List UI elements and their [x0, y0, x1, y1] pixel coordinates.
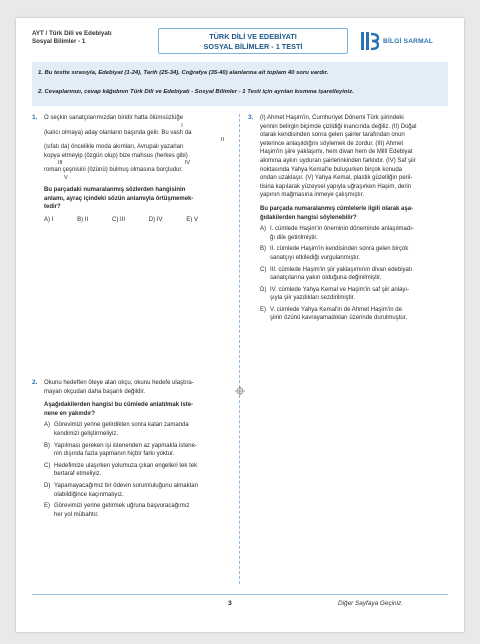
- q1-line-5: roman çeşnisini (özünü) bulmuş olmasına borçludur.: [44, 167, 183, 174]
- left-column: [32, 114, 228, 518]
- q1-option-c[interactable]: C) III: [111, 216, 125, 223]
- publisher-logo: [358, 30, 448, 52]
- option-text-1: Yapılması gereken işi istenenden az yapmakla istene-: [54, 442, 197, 449]
- page-header: [32, 28, 448, 58]
- registration-mark-icon: [235, 386, 245, 396]
- q1-option-d[interactable]: D) IV: [148, 216, 163, 223]
- next-page-note: Diğer Sayfaya Geçiniz.: [338, 600, 403, 607]
- option-key: A): [44, 422, 50, 429]
- q2-stem-1: Aşağıdakilerden hangisi bu cümlede anlatılmak iste-: [44, 402, 194, 409]
- option-text-2: olabildiğince kaçınmalıyız.: [54, 491, 124, 498]
- q1-line-3: (sıfatı da) öncelikle moda akımları, Avrupalı yazarları: [44, 144, 184, 151]
- instruction-1: 1. Bu testte sırasıyla, Edebiyat (1-24), Tarih (25-34), Coğrafya (35-40) alanlarına ait toplam 40 soru vardır.: [38, 70, 329, 76]
- option-key: D): [260, 286, 267, 293]
- q2-option-e[interactable]: [44, 502, 228, 519]
- q1-line-1: O seçkin sanatçılarımızdan biridir hatta ölümsüzlüğe: [44, 115, 184, 121]
- option-text-1: Görevimizi yerine getirmek uğruna başvuracağımız: [54, 503, 190, 510]
- question-number: 1.: [32, 114, 38, 121]
- q1-option-b[interactable]: B) II: [77, 216, 89, 223]
- test-title-box: [158, 28, 348, 54]
- q3-line-3: olarak kendisinden sonra gelen şairler tarafından onun: [260, 132, 405, 139]
- option-key: A): [260, 226, 266, 233]
- q3-line-6: akımına aykırı uyduran şairlerinkinden farklıdır. (IV) Saf şiir: [260, 157, 416, 164]
- q3-line-7: noktasında Yahya Kemal'le buluşurken birçok konuda: [260, 166, 403, 173]
- option-key: D): [44, 482, 51, 489]
- option-text-1: IV. cümlede Yahya Kemal ve Haşim'in saf şiir anlayı-: [270, 286, 410, 293]
- option-key: C): [44, 462, 51, 469]
- exam-line-2: Sosyal Bilimler - 1: [32, 38, 86, 45]
- q2-line-2: mayan okçudan daha başarılı değildir.: [44, 388, 146, 395]
- instructions-bar: [32, 62, 448, 106]
- q1-option-e[interactable]: E) V: [186, 216, 198, 223]
- q2-option-d[interactable]: [44, 482, 228, 499]
- q3-line-1: (I) Ahmet Haşim'in, Cumhuriyet Dönemi Türk şiirindeki: [260, 115, 404, 121]
- option-key: B): [260, 246, 266, 253]
- logo-mark-icon: [358, 30, 380, 52]
- exam-label: [32, 30, 112, 46]
- q1-mark-2: II: [221, 137, 224, 144]
- q1-mark-1: I: [181, 122, 183, 129]
- question-2: [32, 379, 228, 519]
- option-text-1: Yapamayacağımız bir ödevin sorumluluğunu almaktan: [54, 482, 198, 489]
- option-text-1: III. cümlede Haşim'in şiir yaklaşımının divan edebiyatı: [270, 266, 413, 273]
- q2-option-a[interactable]: [44, 421, 228, 438]
- q3-option-a[interactable]: [260, 225, 444, 242]
- option-text-2: şıyla şiir yazdıkları sezdirilmiştir.: [270, 295, 356, 302]
- option-text-2: ğı dile getirilmiştir.: [270, 234, 318, 241]
- option-text-1: Hedefimize ulaşırken yolumuza çıkan engelleri tek tek: [54, 462, 198, 469]
- q3-option-d[interactable]: [260, 286, 444, 303]
- q1-stem-3: tedir?: [44, 204, 61, 211]
- column-divider: [239, 114, 240, 584]
- q3-line-10: yapının mağmasına inmeye çalışmıştır.: [260, 192, 365, 199]
- option-text-2: bertaraf etmeliyiz.: [54, 471, 102, 478]
- option-text-2: her yol mübahtır.: [54, 511, 99, 518]
- question-3: [248, 114, 444, 323]
- q3-stem: [260, 205, 444, 222]
- option-text-1: I. cümlede Haşim'in öneminin döneminde anlaşılmadı-: [270, 226, 414, 233]
- q2-stem-2: nene en yakındır?: [44, 410, 96, 417]
- option-text-2: nin dışında fazla yapmanın hiçbir farkı yoktur.: [54, 451, 175, 458]
- q2-stem: [44, 401, 228, 418]
- option-key: B): [44, 442, 50, 449]
- instruction-2: 2. Cevaplarınızı, cevap kâğıdının Türk Dili ve Edebiyatı - Sosyal Bilimler - 1 Testi için ayrılan kısmına işaretleyiniz.: [38, 89, 354, 95]
- q3-line-9: tisina kapılarak yüzeysel yapıyla uğraşırken Haşim, derin: [260, 183, 412, 190]
- logo-text: BİLGİ SARMAL: [383, 38, 434, 45]
- q1-line-4: kopya etmeyip (özgün olup) bize mahsus (herkes gibi): [44, 152, 188, 159]
- q3-line-4: yeterince anlaşıldığını söylemek de zordur. (III) Ahmet: [260, 140, 404, 147]
- q2-line-1: Okunu hedeften öteye atan okçu, okunu hedefe ulaştıra-: [44, 380, 194, 386]
- exam-page: [16, 18, 464, 632]
- q1-stem-1: Bu parçadaki numaralanmış sözlerden hangisinin: [44, 186, 186, 193]
- option-text-1: Görevimizi yerine getirdikten sonra kalan zamanda: [54, 422, 189, 429]
- q3-line-8: ondan uzaklaşır. (V) Yahya Kemal, plastik güzelliğin peril-: [260, 175, 413, 182]
- option-text-2: kendimizi geliştirmeliyiz.: [54, 430, 119, 437]
- option-key: E): [260, 306, 266, 313]
- option-text-2: sanatçıyı etkilediği vurgulanmıştır.: [270, 254, 361, 261]
- question-number: 3.: [248, 114, 254, 121]
- option-text-2: şiirin özünü kavrayamadıkları üzerinde durulmuştur.: [270, 315, 408, 322]
- q3-line-2: yerinin belirgin biçimde çizildiği inancında değiliz. (II) Doğal: [260, 123, 417, 130]
- q1-line-2: (kalıcı olmaya) aday olanların başında gelir. Bu vasfı da: [44, 129, 192, 136]
- q2-option-c[interactable]: [44, 462, 228, 479]
- q3-option-e[interactable]: [260, 306, 444, 323]
- q1-stem-2: anlamı, ayraç içindeki sözün anlamıyla örtüşmemek-: [44, 195, 194, 202]
- option-text-1: V. cümlede Yahya Kemal'in de Ahmet Haşim'in de: [270, 306, 402, 313]
- q3-line-5: Haşim'in şiire yaklaşımı, hem divan hem de Millî Edebiyat: [260, 149, 413, 156]
- footer-rule: [32, 594, 448, 595]
- q3-stem-2: ğıdakilerden hangisi söylenebilir?: [260, 214, 357, 221]
- option-text-1: II. cümlede Haşim'in kendisinden sonra gelen birçok: [270, 246, 409, 253]
- q1-option-a[interactable]: A) I: [44, 216, 54, 223]
- option-key: E): [44, 503, 50, 510]
- q1-options: [44, 216, 228, 225]
- question-number: 2.: [32, 379, 38, 386]
- q3-option-b[interactable]: [260, 245, 444, 262]
- q1-mark-4: IV: [184, 160, 190, 167]
- exam-line-1: AYT / Türk Dili ve Edebiyatı: [32, 30, 112, 37]
- q1-mark-3: III: [58, 160, 63, 167]
- q1-mark-5: V: [64, 174, 68, 181]
- test-title-1: TÜRK DİLİ VE EDEBİYATI: [209, 32, 297, 41]
- option-text-2: sanatçılarına yakın olduğuna değinilmiştir.: [270, 275, 382, 282]
- q1-stem: [44, 186, 228, 212]
- question-1: [32, 114, 228, 224]
- page-number: 3: [228, 600, 232, 607]
- right-column: [248, 114, 444, 323]
- test-title-2: SOSYAL BİLİMLER - 1 TESTİ: [203, 42, 303, 51]
- option-key: C): [260, 266, 267, 273]
- q3-option-c[interactable]: [260, 266, 444, 283]
- q3-stem-1: Bu parçada numaralanmış cümlelerle ilgili olarak aşa-: [260, 205, 414, 212]
- q2-option-b[interactable]: [44, 442, 228, 459]
